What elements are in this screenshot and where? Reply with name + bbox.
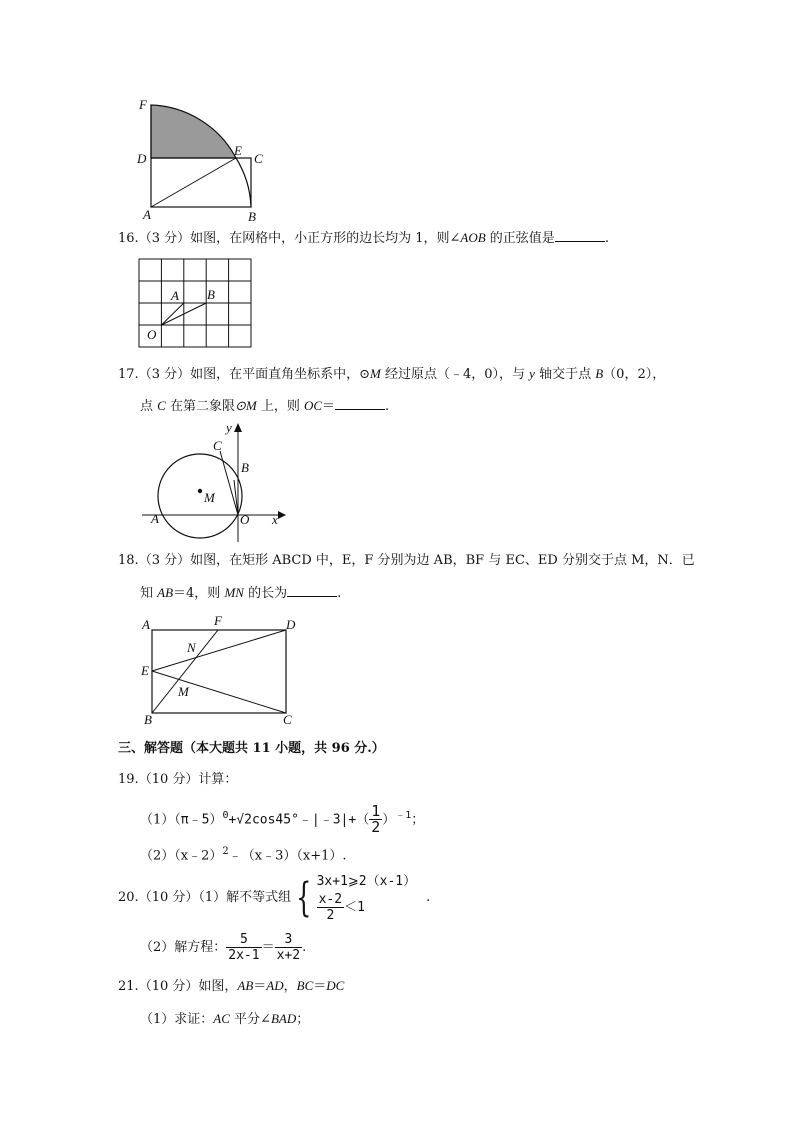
segment-ae [151, 158, 236, 207]
q17-score: （3 分） [138, 367, 191, 382]
label-x: x [272, 512, 278, 527]
segment-bf [152, 630, 218, 713]
q19-p1-a: （π﹣5） [174, 812, 223, 828]
q21-eq1: ＝ [253, 979, 267, 994]
question-17-line-2 [140, 397, 389, 416]
figure-18 [138, 612, 303, 727]
segment-oc [220, 451, 238, 515]
center-m-dot [198, 489, 202, 493]
segment-ed [152, 630, 286, 671]
segment-ab: AB [237, 978, 254, 993]
left-numerator: 5 [226, 932, 261, 948]
ineq2-relation: ＜1 [344, 900, 365, 915]
point-c: C [157, 398, 166, 413]
q19-p1-end: ； [411, 812, 425, 828]
label-F: F [139, 97, 147, 112]
q16-end: . [604, 231, 609, 246]
fraction-one-half [369, 804, 382, 835]
answer-blank [335, 397, 385, 410]
q21-p1-label: （1）求证： [140, 1012, 214, 1027]
q18-line2-a: 知 [140, 586, 158, 601]
inequality-1: 3x+1⩾2（x-1） [316, 874, 417, 889]
right-numerator: 3 [275, 932, 302, 948]
q21-p1-end: ； [296, 1012, 310, 1027]
q19-p2-exp: 2 [222, 846, 229, 857]
question-16 [118, 229, 609, 248]
q21-text-a: 如图， [198, 979, 238, 994]
q20-p2-end: . [302, 940, 307, 955]
q21-score: （10 分） [138, 979, 199, 994]
figure-16-grid [136, 256, 254, 352]
q21-sep: ， [283, 979, 297, 994]
system-brace: { [296, 874, 312, 921]
q17-text-b: 经过原点（﹣4，0），与 [380, 367, 530, 382]
q17-pre: 点 [140, 399, 158, 414]
angle-bad: BAD [270, 1011, 297, 1026]
axis-y: y [529, 366, 535, 381]
circle-name: M [370, 366, 381, 381]
point-b: B [595, 366, 604, 381]
q18-score: （3 分） [138, 553, 191, 568]
segment-mn: MN [224, 585, 244, 600]
inequality-2 [317, 892, 417, 923]
q19-text: 计算： [198, 772, 238, 787]
rectangle-abcd [151, 158, 251, 207]
q20-number: 20. [118, 890, 139, 905]
q18-line2-c: 的长为 [243, 586, 288, 601]
segment-ac: AC [213, 1011, 230, 1026]
label-A: A [142, 617, 150, 632]
question-20-part-1 [118, 868, 430, 928]
q16-number: 16. [118, 231, 139, 246]
q19-number: 19. [118, 772, 139, 787]
segment-bc: BC [296, 978, 314, 993]
label-F: F [214, 613, 222, 628]
right-denominator: x+2 [276, 948, 301, 963]
q21-number: 21. [118, 979, 139, 994]
segment-ab: AB [157, 585, 174, 600]
q18-line2-b: ＝4，则 [173, 586, 225, 601]
q17-text-d: （0，2）， [603, 367, 666, 382]
q19-p1-exp0: 0 [222, 810, 229, 821]
inequality-system [317, 872, 417, 923]
q19-p2-b: ﹣（x﹣3）（x+1）. [228, 848, 347, 864]
ineq2-numerator: x-2 [318, 892, 343, 907]
q19-p2-label: （2） [140, 848, 175, 864]
arc-ec [236, 158, 251, 207]
q18-end: . [337, 586, 342, 601]
q17-line2-b: 上，则 [256, 399, 304, 414]
label-A: A [151, 511, 159, 526]
label-B: B [144, 712, 152, 727]
answer-blank [555, 229, 605, 242]
segment-dc: DC [326, 978, 345, 993]
q21-p1-text: 平分∠ [229, 1012, 271, 1027]
fraction-right [275, 932, 302, 963]
q17-text-c: 轴交于点 [534, 367, 596, 382]
fraction-left [226, 932, 261, 963]
label-A: A [143, 207, 151, 222]
q17-number: 17. [118, 367, 139, 382]
rectangle-abcd [152, 630, 286, 713]
label-E: E [141, 663, 149, 678]
segment-oc: OC [303, 398, 323, 413]
ineq2-denominator: 2 [326, 908, 335, 923]
label-C: C [254, 151, 263, 166]
segment-oa [161, 303, 183, 325]
q17-line2-a: 在第二象限 [165, 399, 235, 414]
question-18-line-2 [140, 584, 341, 603]
label-C: C [283, 712, 292, 727]
x-axis-arrow [278, 511, 286, 519]
equals-sign: ＝ [261, 940, 275, 955]
label-B: B [241, 460, 249, 475]
circle-m: ⊙M [234, 398, 257, 413]
q16-text-b: 的正弦值是 [485, 231, 555, 246]
label-A: A [171, 288, 179, 303]
question-21 [118, 977, 344, 996]
question-18-line-1 [118, 552, 695, 570]
q19-p1-b: +√2cos45°﹣|﹣3|+（ [228, 812, 370, 828]
section-3-title: 三、解答题（本大题共 11 小题，共 96 分.） [118, 741, 385, 756]
label-B: B [207, 287, 215, 302]
circle-symbol: ⊙ [359, 367, 371, 382]
q19-p1-label: （1） [140, 812, 175, 828]
q19-score: （10 分） [138, 772, 199, 787]
label-N: N [187, 640, 196, 655]
q18-number: 18. [118, 553, 139, 568]
question-19-part-1 [140, 798, 425, 837]
q19-p1-c: ） [382, 812, 396, 828]
figure-15 [135, 95, 275, 223]
label-M: M [204, 490, 215, 505]
fraction-numerator: 1 [371, 802, 381, 821]
label-B: B [248, 209, 256, 223]
circle-m [158, 454, 242, 538]
q18-text: 如图，在矩形 ABCD 中，E，F 分别为边 AB，BF 与 EC、ED 分别交于点 M，N．已 [190, 553, 695, 568]
q20-p1-label: （1）解不等式组 [198, 890, 292, 905]
figure-17 [140, 420, 290, 545]
q16-text-a: 如图，在网格中，小正方形的边长均为 1，则∠ [190, 231, 461, 246]
q20-score: （10 分） [138, 890, 199, 905]
label-O: O [147, 327, 157, 342]
q19-p1-exp: ﹣1 [395, 810, 412, 821]
q17-line2-c: ＝ [322, 399, 336, 414]
question-19-part-2 [140, 843, 347, 865]
label-O: O [240, 512, 250, 527]
q21-eq2: ＝ [313, 979, 327, 994]
answer-blank [287, 584, 337, 597]
segment-ob [234, 480, 238, 515]
label-D: D [286, 617, 296, 632]
q20-p1-end: . [426, 890, 431, 905]
label-E: E [234, 143, 242, 158]
question-19 [118, 771, 237, 789]
label-y: y [226, 420, 232, 435]
segment-ad: AD [266, 978, 284, 993]
q19-p2-a: （x﹣2） [174, 848, 223, 864]
q16-score: （3 分） [138, 231, 191, 246]
q17-end: . [385, 399, 390, 414]
q17-text-a: 如图，在平面直角坐标系中， [190, 367, 360, 382]
question-17-line-1 [118, 365, 665, 384]
label-C: C [213, 438, 222, 453]
left-denominator: 2x-1 [228, 948, 260, 963]
question-20-part-2 [140, 930, 306, 966]
shaded-region [151, 105, 236, 158]
segment-ec [152, 671, 286, 713]
y-axis-arrow [234, 423, 242, 432]
q20-p2-label: （2）解方程： [140, 940, 227, 955]
question-21-part-1 [140, 1010, 309, 1029]
label-M: M [178, 684, 189, 699]
label-D: D [137, 151, 147, 166]
q16-angle: AOB [460, 230, 486, 245]
fraction-denominator: 2 [371, 818, 381, 837]
